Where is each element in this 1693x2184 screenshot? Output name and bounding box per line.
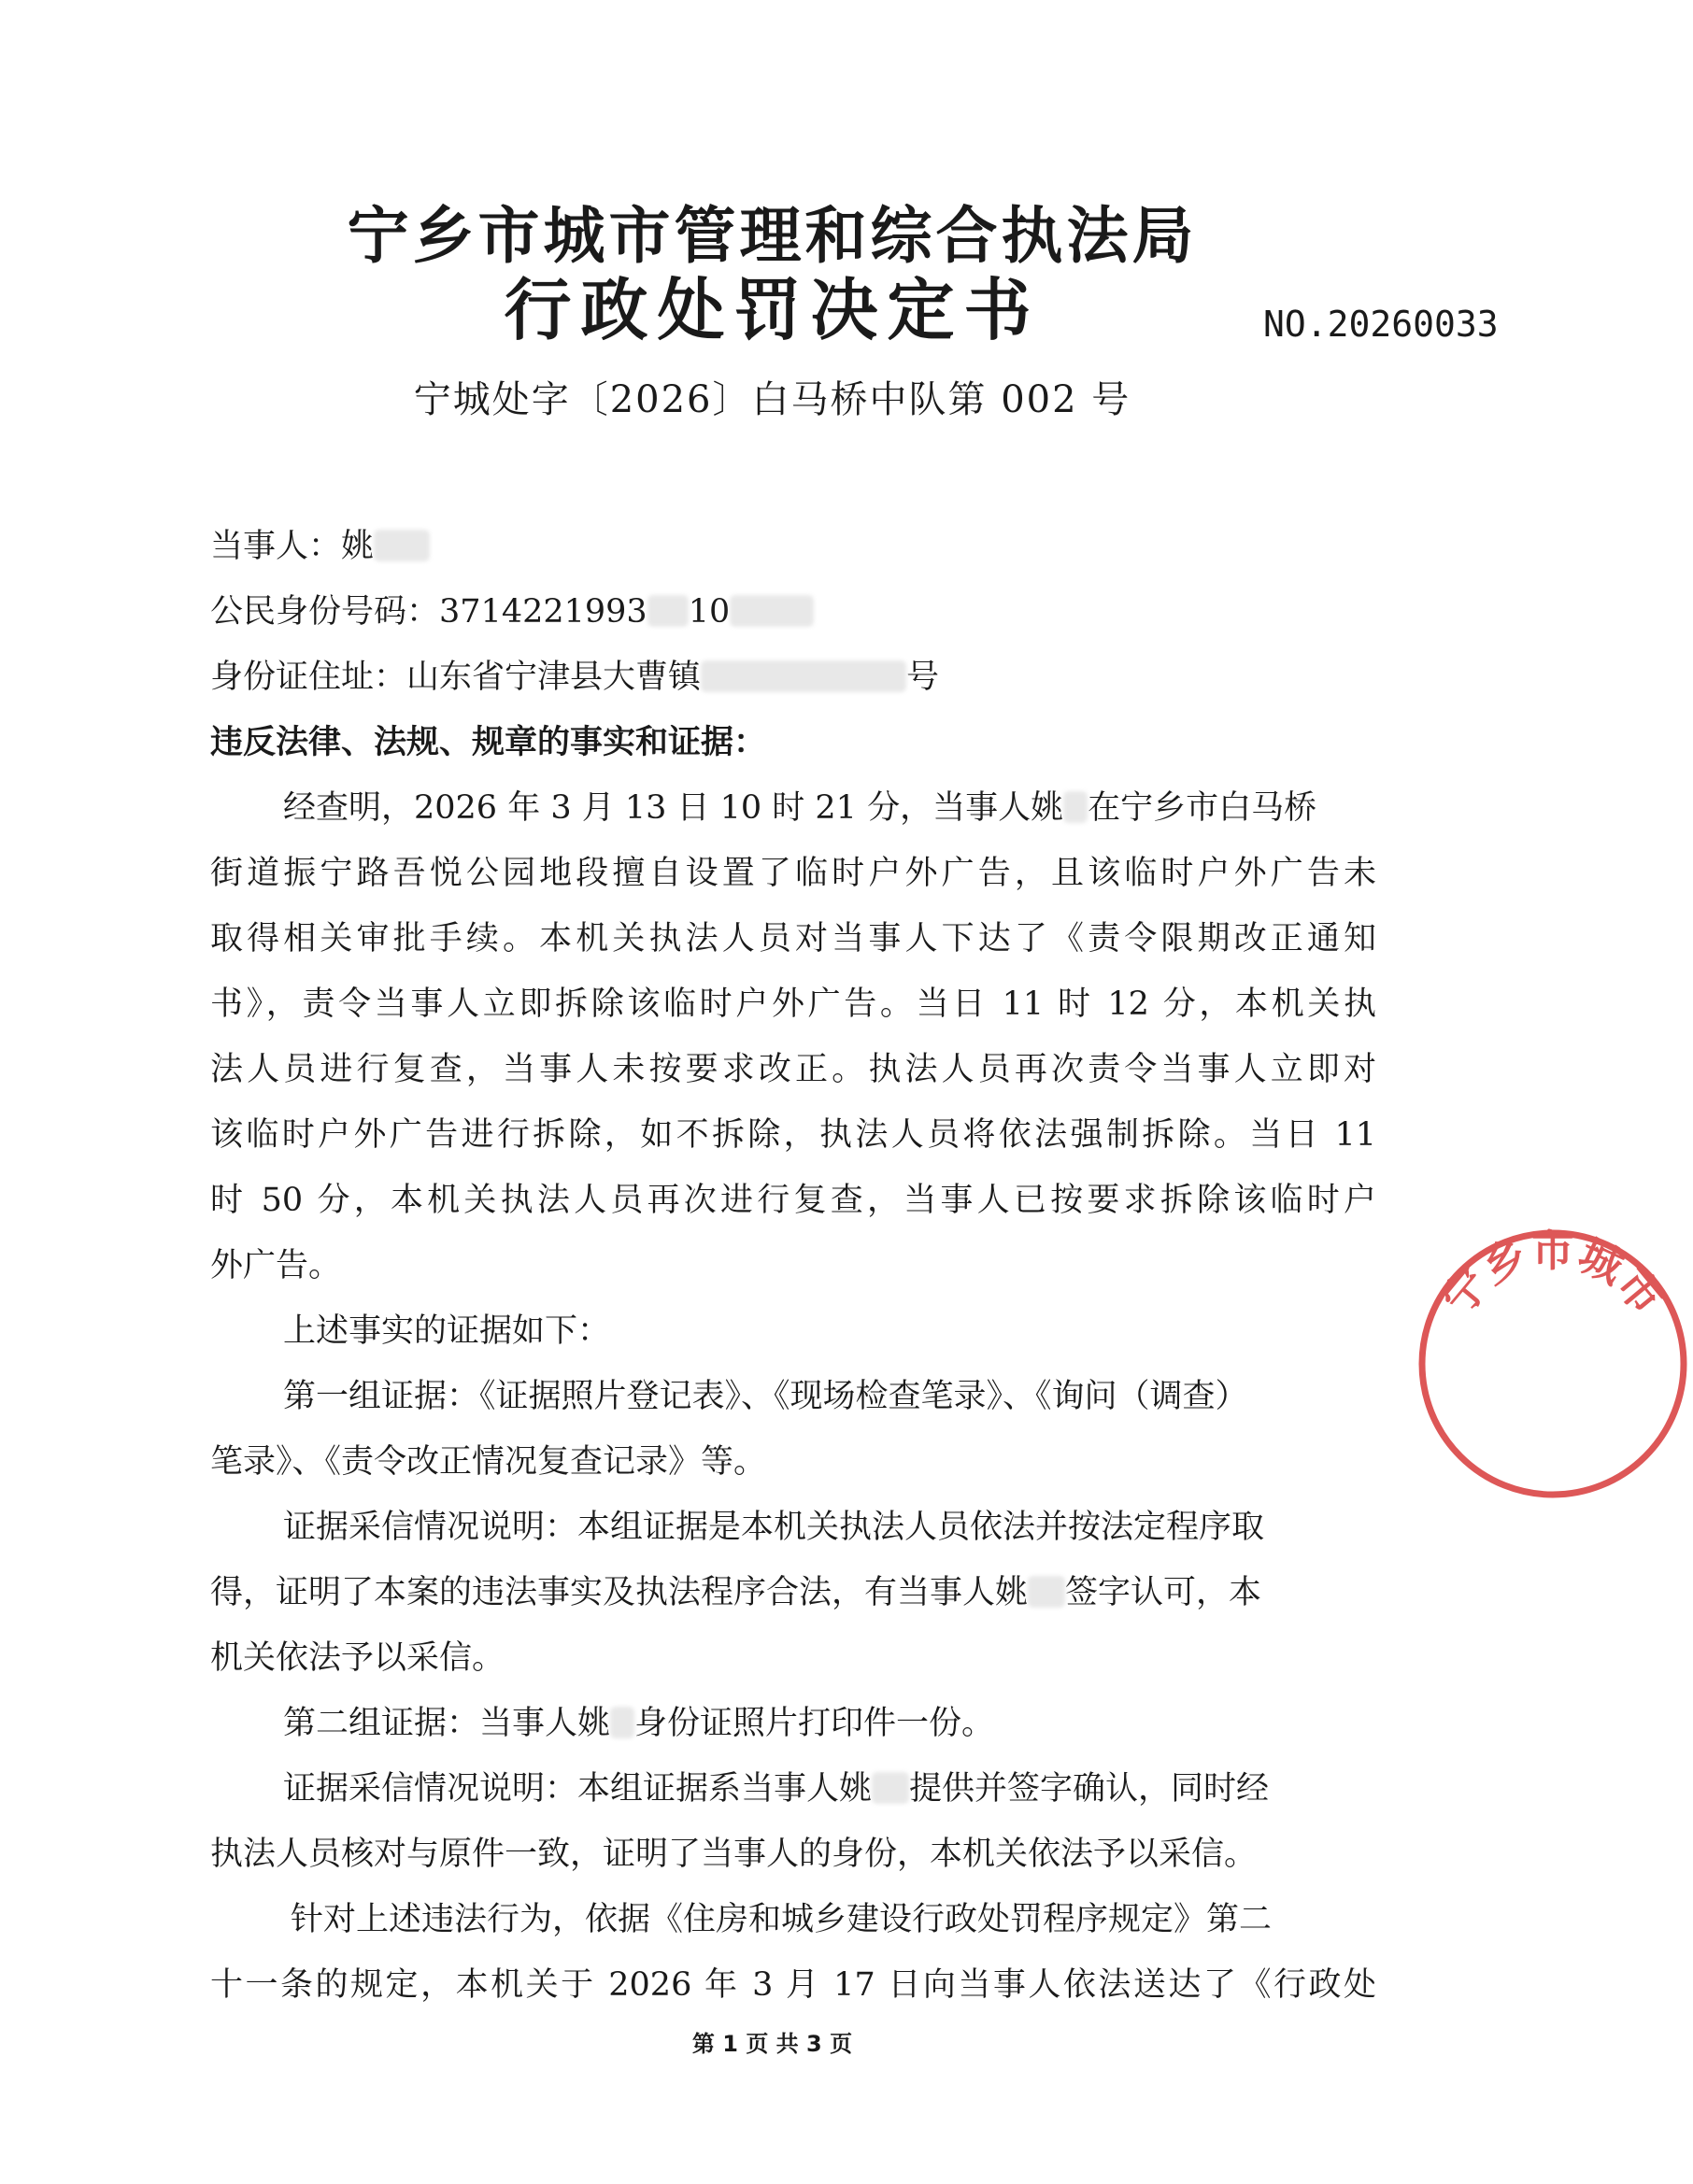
evidence-intro: 上述事实的证据如下： <box>283 1312 611 1350</box>
evidence-note-text: 提供并签字确认，同时经 <box>909 1770 1270 1808</box>
evidence-note-1 <box>210 1560 1376 1625</box>
redaction-mark <box>610 1707 634 1738</box>
facts-text: 在宁乡市白马桥 <box>1088 789 1317 827</box>
facts-line: 该临时户外广告进行拆除，如不拆除，执法人员将依法强制拆除。当日 11 <box>210 1116 1376 1154</box>
redaction-mark <box>647 595 689 627</box>
facts-line: 街道振宁路吾悦公园地段擅自设置了临时户外广告，且该临时户外广告未 <box>210 855 1376 892</box>
evidence-group-1: 笔录》、《责令改正情况复查记录》等。 <box>210 1443 767 1481</box>
seal-text: 宁乡市城市 <box>1432 1226 1673 1325</box>
document-body <box>210 514 1376 2018</box>
reference-number: 宁城处字〔2026〕白马桥中队第 002 号 <box>413 378 1131 421</box>
evidence-text: 身份证照片打印件一份。 <box>634 1705 995 1742</box>
party-address-part-a: 山东省宁津县大曹镇 <box>406 659 702 696</box>
facts-text: 经查明，2026 年 3 月 13 日 10 时 21 分，当事人姚 <box>283 789 1064 827</box>
official-seal <box>1413 1224 1693 1504</box>
redaction-mark <box>1028 1576 1065 1608</box>
party-name-label: 当事人： <box>210 528 342 565</box>
facts-line: 法人员进行复查，当事人未按要求改正。执法人员再次责令当事人立即对 <box>210 1051 1376 1088</box>
evidence-note-text: 得，证明了本案的违法事实及执法程序合法，有当事人姚 <box>210 1574 1029 1611</box>
evidence-note-text: 签字认可，本 <box>1065 1574 1262 1611</box>
evidence-group-2 <box>210 1691 1376 1756</box>
facts-line: 书》，责令当事人立即拆除该临时户外广告。当日 11 时 12 分，本机关执 <box>210 986 1376 1023</box>
redaction-mark <box>872 1772 909 1804</box>
evidence-note-2: 执法人员核对与原件一致，证明了当事人的身份，本机关依法予以采信。 <box>210 1836 1258 1873</box>
document-number: NO.20260033 <box>1263 304 1499 345</box>
redaction-mark <box>730 595 814 627</box>
party-address-part-b: 号 <box>906 659 940 696</box>
party-name-line <box>210 514 1376 579</box>
redaction-mark <box>374 530 430 561</box>
redaction-mark <box>701 660 906 692</box>
party-id-part-b: 10 <box>688 593 731 631</box>
evidence-group-1: 第一组证据：《证据照片登记表》、《现场检查笔录》、《询问（调查） <box>283 1378 1248 1415</box>
section-heading: 违反法律、法规、规章的事实和证据： <box>210 723 767 761</box>
document-title: 行政处罚决定书 <box>504 270 1041 349</box>
party-id-part-a: 3714221993 <box>439 593 647 631</box>
facts-line: 时 50 分，本机关执法人员再次进行复查，当事人已按要求拆除该临时户 <box>210 1182 1376 1219</box>
facts-line: 取得相关审批手续。本机关执法人员对当事人下达了《责令限期改正通知 <box>210 920 1376 957</box>
evidence-text: 第二组证据：当事人姚 <box>283 1705 611 1742</box>
procedure-line: 针对上述违法行为，依据《住房和城乡建设行政处罚程序规定》第二 <box>291 1901 1273 1938</box>
facts-line <box>210 775 1376 841</box>
party-id-line <box>210 579 1376 645</box>
agency-name: 宁乡市城市管理和综合执法局 <box>347 199 1198 272</box>
evidence-note-text: 证据采信情况说明：本组证据系当事人姚 <box>283 1770 873 1808</box>
evidence-note-1: 证据采信情况说明：本组证据是本机关执法人员依法并按法定程序取 <box>283 1509 1265 1546</box>
party-name: 姚 <box>341 528 375 565</box>
evidence-note-2 <box>210 1756 1376 1822</box>
party-address-label: 身份证住址： <box>210 659 407 696</box>
facts-line: 外广告。 <box>210 1247 342 1284</box>
evidence-note-1: 机关依法予以采信。 <box>210 1639 505 1677</box>
party-id-label: 公民身份号码： <box>210 593 440 631</box>
party-address-line <box>210 645 1376 710</box>
redaction-mark <box>1063 791 1088 823</box>
procedure-line: 十一条的规定，本机关于 2026 年 3 月 17 日向当事人依法送达了《行政处 <box>210 1966 1376 2004</box>
page-footer: 第 1 页 共 3 页 <box>691 2031 853 2057</box>
